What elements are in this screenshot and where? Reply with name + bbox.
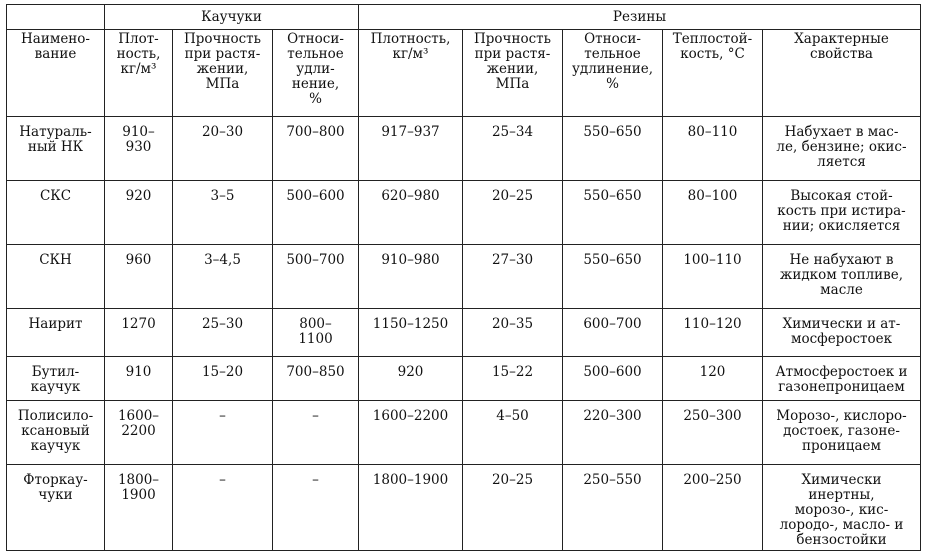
cell-name: Наирит <box>7 309 105 357</box>
cell-r-density: 917–937 <box>359 117 463 181</box>
cell-name: Полисило- ксановый каучук <box>7 401 105 465</box>
cell-r-strength: 27–30 <box>463 245 563 309</box>
col-header-k-density: Плот- ность, кг/м³ <box>105 30 173 117</box>
cell-name: СКН <box>7 245 105 309</box>
cell-r-elongation: 600–700 <box>563 309 663 357</box>
table-row <box>7 245 921 309</box>
cell-r-elongation: 550–650 <box>563 181 663 245</box>
cell-r-strength: 20–25 <box>463 181 563 245</box>
cell-r-strength: 15–22 <box>463 357 563 401</box>
cell-r-heat: 100–110 <box>663 245 763 309</box>
cell-r-heat: 80–100 <box>663 181 763 245</box>
cell-r-props: Морозо-, кислоро- достоек, газоне- проницаем <box>763 401 921 465</box>
cell-k-density: 920 <box>105 181 173 245</box>
cell-k-strength: 15–20 <box>173 357 273 401</box>
cell-k-strength: 3–4,5 <box>173 245 273 309</box>
group-header-row <box>7 5 921 30</box>
table-body <box>7 117 921 551</box>
cell-r-props: Химически и ат- мосферостоек <box>763 309 921 357</box>
col-header-r-heat: Теплостой- кость, °С <box>663 30 763 117</box>
cell-k-density: 1800– 1900 <box>105 465 173 551</box>
cell-name: Фторкау- чуки <box>7 465 105 551</box>
cell-k-elongation: – <box>273 465 359 551</box>
table-row <box>7 181 921 245</box>
cell-r-heat: 200–250 <box>663 465 763 551</box>
cell-r-heat: 250–300 <box>663 401 763 465</box>
col-header-r-density: Плотность, кг/м³ <box>359 30 463 117</box>
cell-r-elongation: 550–650 <box>563 245 663 309</box>
cell-r-strength: 4–50 <box>463 401 563 465</box>
cell-r-density: 1150–1250 <box>359 309 463 357</box>
cell-k-strength: 20–30 <box>173 117 273 181</box>
cell-r-strength: 25–34 <box>463 117 563 181</box>
table-row <box>7 309 921 357</box>
group-header-kauchuki: Каучуки <box>105 5 359 30</box>
col-header-name: Наимено- вание <box>7 30 105 117</box>
cell-k-elongation: 700–850 <box>273 357 359 401</box>
empty-corner-cell <box>7 5 105 30</box>
cell-r-heat: 80–110 <box>663 117 763 181</box>
col-header-k-strength: Прочность при растя- жении, МПа <box>173 30 273 117</box>
cell-k-density: 910– 930 <box>105 117 173 181</box>
cell-r-props: Не набухают в жидком топливе, масле <box>763 245 921 309</box>
cell-k-strength: 3–5 <box>173 181 273 245</box>
cell-r-elongation: 220–300 <box>563 401 663 465</box>
cell-k-density: 1270 <box>105 309 173 357</box>
cell-r-density: 920 <box>359 357 463 401</box>
table-row <box>7 465 921 551</box>
col-header-k-elongation: Относи- тельное удли- нение, % <box>273 30 359 117</box>
cell-r-props: Атмосферостоек и газонепроницаем <box>763 357 921 401</box>
col-header-r-props: Характерные свойства <box>763 30 921 117</box>
cell-r-density: 910–980 <box>359 245 463 309</box>
table-row <box>7 357 921 401</box>
cell-r-elongation: 250–550 <box>563 465 663 551</box>
cell-k-elongation: 800– 1100 <box>273 309 359 357</box>
cell-k-strength: – <box>173 401 273 465</box>
cell-k-density: 1600– 2200 <box>105 401 173 465</box>
cell-r-strength: 20–35 <box>463 309 563 357</box>
cell-r-elongation: 550–650 <box>563 117 663 181</box>
rubber-properties-table <box>6 4 921 551</box>
cell-r-strength: 20–25 <box>463 465 563 551</box>
cell-r-density: 1800–1900 <box>359 465 463 551</box>
cell-k-strength: 25–30 <box>173 309 273 357</box>
cell-k-elongation: – <box>273 401 359 465</box>
cell-r-props: Высокая стой- кость при истира- нии; окисляется <box>763 181 921 245</box>
cell-k-density: 960 <box>105 245 173 309</box>
cell-k-elongation: 500–700 <box>273 245 359 309</box>
cell-k-elongation: 500–600 <box>273 181 359 245</box>
cell-r-heat: 110–120 <box>663 309 763 357</box>
cell-r-props: Химически инертны, морозо-, кис- лородо-, масло- и бензостойки <box>763 465 921 551</box>
col-header-r-strength: Прочность при растя- жении, МПа <box>463 30 563 117</box>
cell-r-props: Набухает в мас- ле, бензине; окис- ляется <box>763 117 921 181</box>
cell-k-elongation: 700–800 <box>273 117 359 181</box>
cell-r-heat: 120 <box>663 357 763 401</box>
group-header-reziny: Резины <box>359 5 921 30</box>
table-row <box>7 401 921 465</box>
cell-k-density: 910 <box>105 357 173 401</box>
cell-name: СКС <box>7 181 105 245</box>
cell-name: Натураль- ный НК <box>7 117 105 181</box>
cell-r-density: 1600–2200 <box>359 401 463 465</box>
cell-r-elongation: 500–600 <box>563 357 663 401</box>
cell-r-density: 620–980 <box>359 181 463 245</box>
cell-k-strength: – <box>173 465 273 551</box>
column-header-row <box>7 30 921 117</box>
cell-name: Бутил- каучук <box>7 357 105 401</box>
table-row <box>7 117 921 181</box>
col-header-r-elongation: Относи- тельное удлинение, % <box>563 30 663 117</box>
